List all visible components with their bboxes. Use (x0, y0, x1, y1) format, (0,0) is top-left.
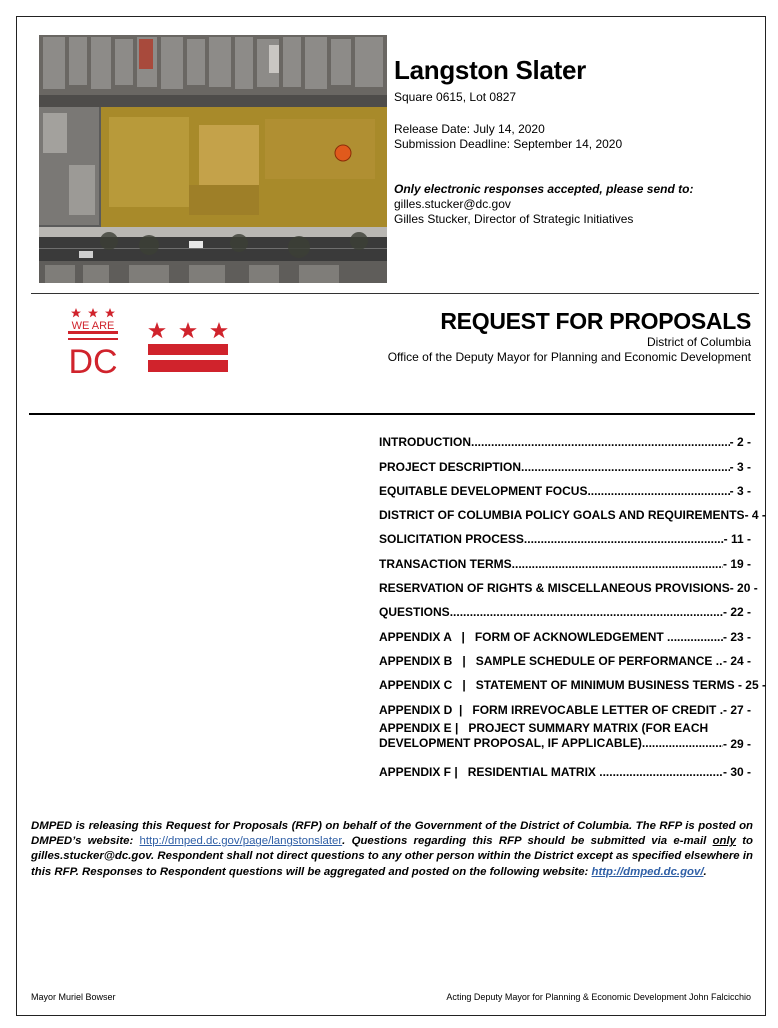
footer-deputy-mayor: Acting Deputy Mayor for Planning & Economic Development John Falcicchio (446, 992, 751, 1002)
toc-entry[interactable]: RESERVATION OF RIGHTS & MISCELLANEOUS PROVISIONS - 20 - (379, 581, 758, 596)
toc-entry[interactable]: QUESTIONS ..... - 22 - (379, 595, 751, 619)
submission-deadline: Submission Deadline: September 14, 2020 (394, 137, 623, 151)
rfp-website-link[interactable]: http://dmped.dc.gov/page/langstonslater (139, 835, 343, 848)
toc-entry[interactable]: APPENDIX A | FORM OF ACKNOWLEDGEMENT ..... - 23 - (379, 619, 751, 643)
release-date: Release Date: July 14, 2020 (394, 122, 545, 136)
toc-entry[interactable]: APPENDIX E | PROJECT SUMMARY MATRIX (FOR EACH DEVELOPMENT PROPOSAL, IF APPLICABLE) ..... - 29 - (379, 717, 751, 751)
toc-entry[interactable]: APPENDIX F | RESIDENTIAL MATRIX ..... - 30 - (379, 755, 751, 779)
toc-entry[interactable]: APPENDIX D | FORM IRREVOCABLE LETTER OF CREDIT ..... - 27 - (379, 692, 751, 716)
toc-entry[interactable]: APPENDIX C | STATEMENT OF MINIMUM BUSINESS TERMS - 25 - (379, 678, 766, 693)
contact-block (394, 182, 693, 227)
jurisdiction: District of Columbia (646, 335, 751, 349)
square-lot: Square 0615, Lot 0827 (394, 90, 517, 104)
toc-entry[interactable]: SOLICITATION PROCESS ..... - 11 - (379, 522, 751, 546)
toc-entry[interactable]: TRANSACTION TERMS ..... - 19 - (379, 546, 751, 570)
rfp-heading: REQUEST FOR PROPOSALS (440, 308, 751, 334)
divider (31, 293, 759, 294)
dates-block (394, 122, 622, 152)
dc-flag-icon (148, 321, 228, 373)
toc-entry[interactable]: PROJECT DESCRIPTION ..... - 3 - (379, 449, 751, 473)
divider (29, 413, 755, 415)
toc-entry[interactable]: DISTRICT OF COLUMBIA POLICY GOALS AND REQUIREMENTS - 4 - (379, 508, 766, 523)
toc-entry[interactable]: INTRODUCTION ..... - 2 - (379, 425, 751, 449)
we-are-text: WE ARE (71, 320, 115, 332)
questions-website-link[interactable]: http://dmped.dc.gov/ (591, 865, 704, 878)
rfp-heading-block (388, 308, 751, 365)
electronic-note: Only electronic responses accepted, please send to: (394, 182, 694, 196)
table-of-contents (379, 425, 766, 779)
contact-email: gilles.stucker@dc.gov (394, 197, 511, 211)
we-are-washington-dc-logo (66, 307, 120, 377)
dc-text: DC (68, 343, 118, 377)
contact-name: Gilles Stucker, Director of Strategic Initiatives (394, 212, 634, 226)
property-title: Langston Slater (394, 55, 586, 85)
office-name: Office of the Deputy Mayor for Planning and Economic Development (387, 350, 751, 364)
toc-entry[interactable]: APPENDIX B | SAMPLE SCHEDULE OF PERFORMANCE ..... - 24 - (379, 644, 751, 668)
footer-mayor: Mayor Muriel Bowser (31, 992, 116, 1002)
aerial-site-photo (39, 35, 387, 283)
toc-entry[interactable]: EQUITABLE DEVELOPMENT FOCUS ..... - 3 - (379, 474, 751, 498)
washington-text: WASHINGTON (78, 333, 108, 339)
intro-paragraph: DMPED is releasing this Request for Proposals (RFP) on behalf of the Government of the District of Columbia. The RFP is posted on DMPED’s website: http://dmped.dc.gov/page/langstonslater. Questions regarding this RFP should be submitted via e-mail only to gilles.stucker@dc.gov. Respondent shall not direct questions to any other person within the District except as specified elsewhere in this RFP. Responses to Respondent questions will be aggregated and posted on the following website: http://dmped.dc.gov/. (31, 820, 753, 878)
document-page (16, 16, 766, 1016)
